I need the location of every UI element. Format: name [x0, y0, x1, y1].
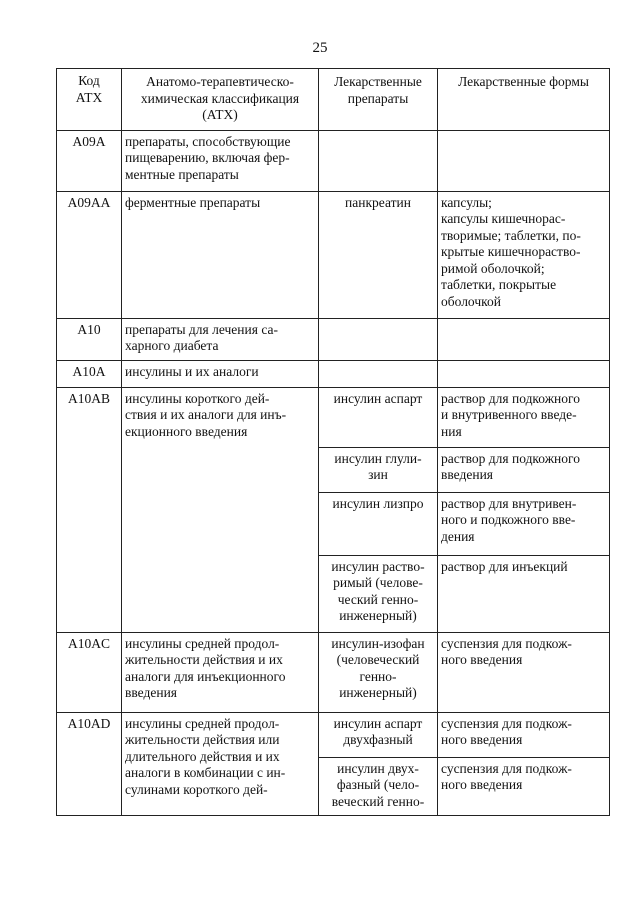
atc-code: A10A	[57, 360, 122, 387]
drug-form: суспензия для подкож- ного введения	[438, 757, 610, 815]
drug-form: суспензия для подкож- ного введения	[438, 632, 610, 712]
atc-classification: препараты для лечения са- харного диабета	[122, 318, 319, 360]
drug-name: инсулин глули- зин	[319, 447, 438, 492]
atc-drug-table	[56, 68, 610, 816]
atc-classification: препараты, способствующие пищеварению, включая фер- ментные препараты	[122, 130, 319, 191]
header-classification: Анатомо-терапевтическо- химическая классификация (АТХ)	[122, 69, 319, 131]
table-row	[57, 130, 610, 191]
drug-form: раствор для инъекций	[438, 555, 610, 632]
drug-form: раствор для подкожного и внутривенного введе- ния	[438, 387, 610, 447]
drug-form: раствор для внутривен- ного и подкожного вве- дения	[438, 492, 610, 555]
atc-classification: инсулины и их аналоги	[122, 360, 319, 387]
drug-name: инсулин раство- римый (челове- ческий генно- инженерный)	[319, 555, 438, 632]
drug-form: суспензия для подкож- ного введения	[438, 712, 610, 757]
header-code: Код АТХ	[57, 69, 122, 131]
table-row	[57, 632, 610, 712]
atc-code: A09AA	[57, 191, 122, 318]
table-row	[57, 360, 610, 387]
page-number: 25	[312, 40, 328, 56]
drug-name	[319, 360, 438, 387]
drug-form	[438, 318, 610, 360]
atc-classification: инсулины короткого дей- ствия и их аналоги для инъ- екционного введения	[122, 387, 319, 632]
drug-name: инсулин аспарт двухфазный	[319, 712, 438, 757]
atc-code: A10AB	[57, 387, 122, 632]
drug-name: инсулин лизпро	[319, 492, 438, 555]
header-forms: Лекарственные формы	[438, 69, 610, 131]
atc-classification: инсулины средней продол- жительности действия или длительного действия и их аналоги в комбинации с ин- сулинами короткого дей-	[122, 712, 319, 815]
table-row	[57, 387, 610, 447]
atc-code: A10AC	[57, 632, 122, 712]
drug-form: раствор для подкожного введения	[438, 447, 610, 492]
atc-code: A10	[57, 318, 122, 360]
atc-classification: инсулины средней продол- жительности действия и их аналоги для инъекционного введения	[122, 632, 319, 712]
table-header-row	[57, 69, 610, 131]
drug-form: капсулы; капсулы кишечнорас- творимые; таблетки, по- крытые кишечнораство- римой оболочкой; таблетки, покрытые оболочкой	[438, 191, 610, 318]
drug-name: инсулин-изофан (человеческий генно- инженерный)	[319, 632, 438, 712]
table-row	[57, 712, 610, 757]
drug-name: инсулин аспарт	[319, 387, 438, 447]
atc-classification: ферментные препараты	[122, 191, 319, 318]
drug-name: инсулин двух- фазный (чело- веческий генно-	[319, 757, 438, 815]
table-row	[57, 191, 610, 318]
drug-form	[438, 360, 610, 387]
header-drugs: Лекарственные препараты	[319, 69, 438, 131]
atc-code: A10AD	[57, 712, 122, 815]
atc-code: A09A	[57, 130, 122, 191]
table-row	[57, 318, 610, 360]
drug-name	[319, 130, 438, 191]
drug-name: панкреатин	[319, 191, 438, 318]
drug-form	[438, 130, 610, 191]
drug-name	[319, 318, 438, 360]
